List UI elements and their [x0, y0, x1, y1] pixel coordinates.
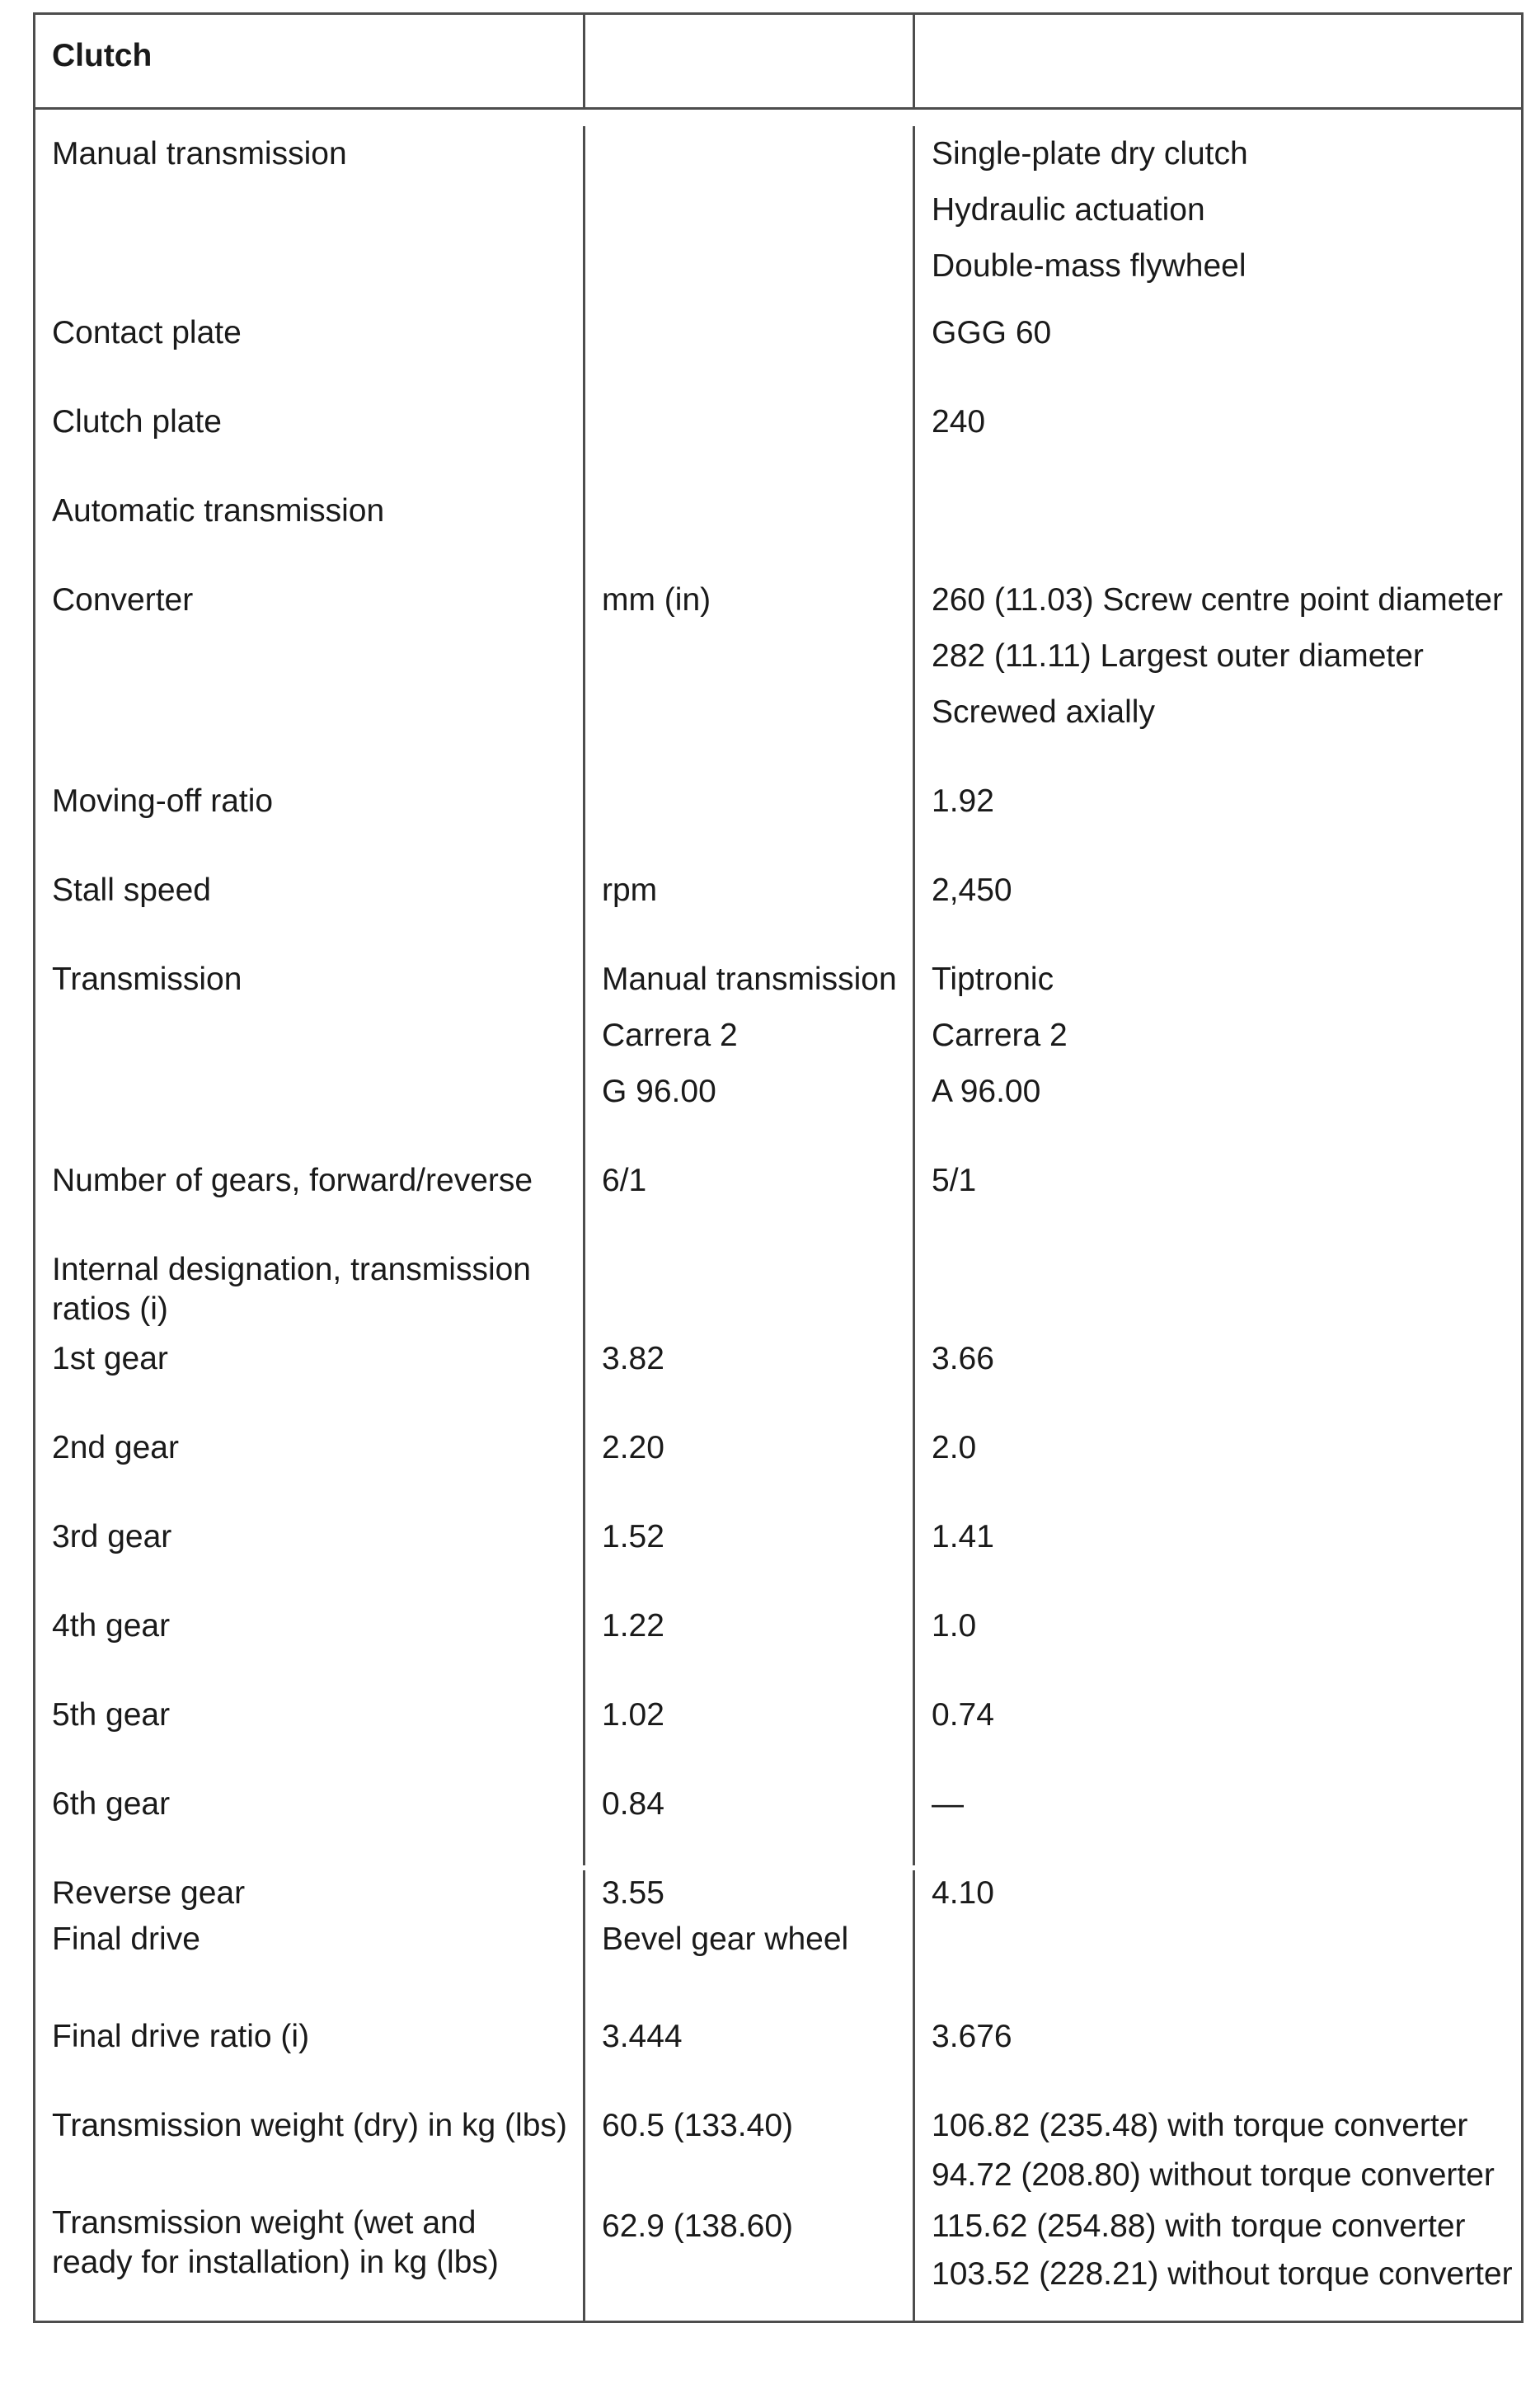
row-value: 5/1 [932, 1163, 977, 1198]
table-row [35, 863, 1521, 952]
row-label: Transmission [52, 962, 242, 997]
row-label: Contact plate [52, 315, 242, 350]
row-label: Number of gears, forward/reverse [52, 1163, 533, 1198]
row-label: 2nd gear [52, 1430, 179, 1465]
row-label: Reverse gear [52, 1875, 246, 1911]
row-unit: 1.02 [602, 1697, 664, 1733]
row-value: 3.676 [932, 2019, 1012, 2054]
table-row [35, 1865, 1521, 2009]
table-row [35, 572, 1521, 774]
row-unit: rpm [602, 872, 658, 908]
row-value: A 96.00 [932, 1074, 1041, 1109]
row-label: 6th gear [52, 1786, 171, 1822]
row-unit: G 96.00 [602, 1074, 716, 1109]
spec-table [33, 12, 1524, 2323]
table-header-row [35, 15, 1521, 110]
row-label: Transmission weight (dry) in kg (lbs) [52, 2108, 567, 2143]
row-value: 94.72 (208.80) without torque converter [932, 2157, 1495, 2193]
header-empty-cell [915, 15, 1521, 107]
row-unit: Manual transmission [602, 962, 897, 997]
row-label: Final drive ratio (i) [52, 2019, 310, 2054]
row-value: — [932, 1786, 964, 1822]
row-value: 115.62 (254.88) with torque converter [932, 2208, 1466, 2244]
row-value: 282 (11.11) Largest outer diameter [932, 638, 1424, 674]
table-row [35, 1420, 1521, 1509]
row-label: 4th gear [52, 1608, 171, 1644]
table-row [35, 1153, 1521, 1242]
row-value: 3.66 [932, 1341, 994, 1376]
table-row [35, 1509, 1521, 1598]
table-row [35, 305, 1521, 394]
row-value: 240 [932, 404, 986, 440]
row-label: Stall speed [52, 872, 211, 908]
row-label: Moving-off ratio [52, 783, 274, 819]
row-label: Automatic transmission [52, 493, 385, 529]
row-unit: 2.20 [602, 1430, 664, 1465]
row-unit: Bevel gear wheel [602, 1921, 849, 1957]
table-row [35, 2203, 1521, 2321]
row-value: 1.92 [932, 783, 994, 819]
row-unit: mm (in) [602, 582, 711, 618]
row-label: Clutch plate [52, 404, 222, 440]
header-empty-cell [585, 15, 915, 107]
row-value: 2,450 [932, 872, 1012, 908]
row-unit: 3.444 [602, 2019, 683, 2054]
section-title: Clutch [52, 38, 153, 73]
row-value: 106.82 (235.48) with torque converter [932, 2108, 1468, 2143]
row-unit: 0.84 [602, 1786, 664, 1822]
table-row [35, 2009, 1521, 2098]
row-value: 4.10 [932, 1875, 994, 1911]
row-value: GGG 60 [932, 315, 1052, 350]
table-row [35, 1242, 1521, 1331]
row-label: 3rd gear [52, 1519, 172, 1554]
table-row [35, 1687, 1521, 1776]
row-value: 2.0 [932, 1430, 977, 1465]
row-value: Double-mass flywheel [932, 248, 1247, 284]
table-row [35, 110, 1521, 305]
row-value: 1.41 [932, 1519, 994, 1554]
table-row [35, 774, 1521, 863]
row-value: Screwed axially [932, 694, 1155, 730]
table-row [35, 1776, 1521, 1865]
row-label: 5th gear [52, 1697, 171, 1733]
section-title-cell [35, 15, 585, 107]
table-row [35, 1331, 1521, 1420]
row-value: 1.0 [932, 1608, 977, 1644]
row-label: Transmission weight (wet and ready for installation) in kg (lbs) [52, 2205, 499, 2280]
row-value: Hydraulic actuation [932, 192, 1205, 228]
row-label: Converter [52, 582, 194, 618]
row-label: 1st gear [52, 1341, 168, 1376]
row-unit: 1.22 [602, 1608, 664, 1644]
row-unit: 1.52 [602, 1519, 664, 1554]
table-row [35, 394, 1521, 483]
row-value: 0.74 [932, 1697, 994, 1733]
row-unit: 3.82 [602, 1341, 664, 1376]
table-row [35, 1598, 1521, 1687]
row-unit: 3.55 [602, 1875, 664, 1911]
table-row [35, 2098, 1521, 2203]
row-unit: Carrera 2 [602, 1018, 738, 1053]
row-value: Tiptronic [932, 962, 1054, 997]
row-label: Manual transmission [52, 136, 347, 172]
row-value: Carrera 2 [932, 1018, 1068, 1053]
row-label: Final drive [52, 1921, 200, 1957]
row-value: 103.52 (228.21) without torque converter [932, 2256, 1513, 2292]
row-unit: 6/1 [602, 1163, 647, 1198]
row-value: Single-plate dry clutch [932, 136, 1248, 172]
table-row [35, 483, 1521, 572]
row-value: 260 (11.03) Screw centre point diameter [932, 582, 1503, 618]
row-label: Internal designation, transmission ratios (i) [52, 1252, 531, 1327]
table-row [35, 952, 1521, 1153]
row-unit: 60.5 (133.40) [602, 2108, 794, 2143]
row-unit: 62.9 (138.60) [602, 2208, 794, 2244]
